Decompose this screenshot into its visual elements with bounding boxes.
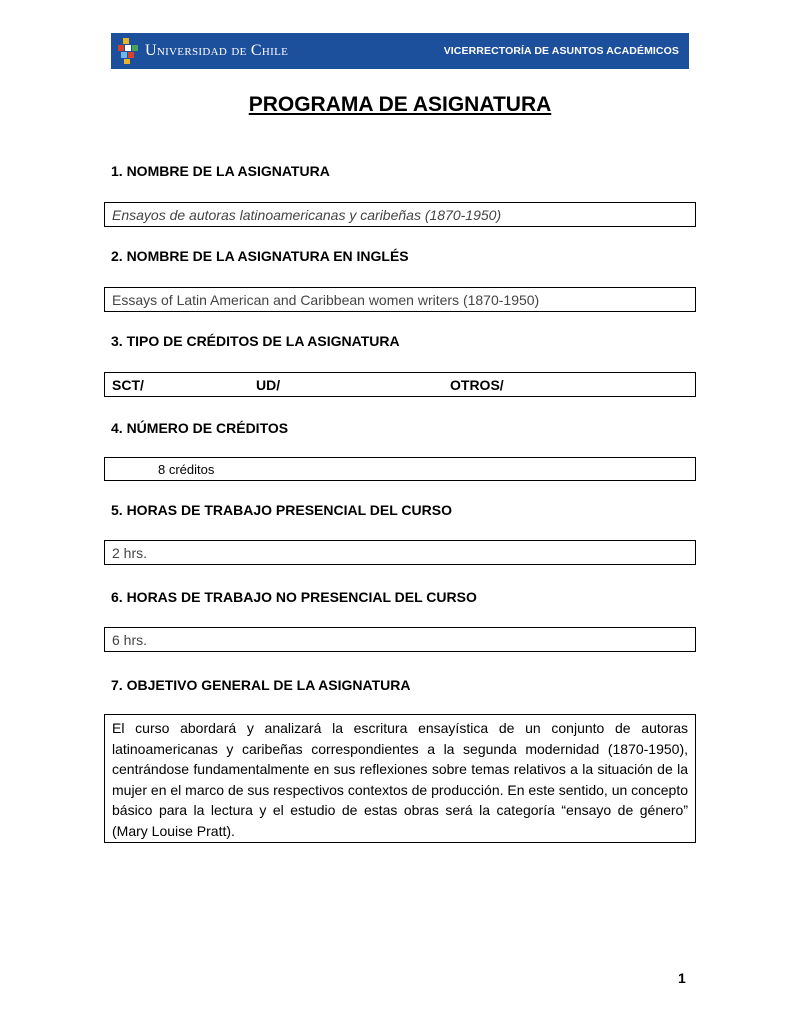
vicerrectoria-label: VICERRECTORÍA DE ASUNTOS ACADÉMICOS [443, 45, 679, 57]
page-title: PROGRAMA DE ASIGNATURA [248, 93, 552, 116]
university-crest-icon [117, 37, 139, 65]
section-4-heading: 4. NÚMERO DE CRÉDITOS [111, 420, 289, 436]
header-banner [111, 33, 689, 69]
independent-hours-box: 6 hrs. [104, 627, 696, 652]
contact-hours-box: 2 hrs. [104, 540, 696, 565]
credits-number-box: 8 créditos [104, 457, 696, 481]
course-name-box: Ensayos de autoras latinoamericanas y caribeñas (1870-1950) [104, 202, 696, 227]
section-1-heading: 1. NOMBRE DE LA ASIGNATURA [111, 163, 330, 179]
course-name-english-box: Essays of Latin American and Caribbean women writers (1870-1950) [104, 287, 696, 312]
section-5-heading: 5. HORAS DE TRABAJO PRESENCIAL DEL CURSO [111, 502, 452, 518]
otros-label: OTROS/ [450, 376, 504, 393]
general-objective-box: El curso abordará y analizará la escritura ensayística de un conjunto de autoras latinoamericanas y caribeñas correspondientes a la segunda modernidad (1870-1950), centrándose fundamentalmente en sus reflexiones sobre temas relativos a la situación de la mujer en el marco de sus respectivos contextos de producción. En este sentido, un concepto básico para la lectura y el estudio de estas obras será la categoría “ensayo de género” (Mary Louise Pratt). [104, 714, 696, 843]
university-brand [117, 37, 288, 65]
section-7-heading: 7. OBJETIVO GENERAL DE LA ASIGNATURA [111, 677, 411, 693]
section-6-heading: 6. HORAS DE TRABAJO NO PRESENCIAL DEL CURSO [111, 589, 477, 605]
page-number: 1 [678, 970, 686, 986]
sct-label: SCT/ [112, 376, 144, 393]
university-name: Universidad de Chile [145, 42, 289, 59]
section-3-heading: 3. TIPO DE CRÉDITOS DE LA ASIGNATURA [111, 333, 400, 349]
section-2-heading: 2. NOMBRE DE LA ASIGNATURA EN INGLÉS [111, 248, 409, 264]
credit-type-box [104, 372, 696, 397]
ud-label: UD/ [256, 376, 281, 393]
